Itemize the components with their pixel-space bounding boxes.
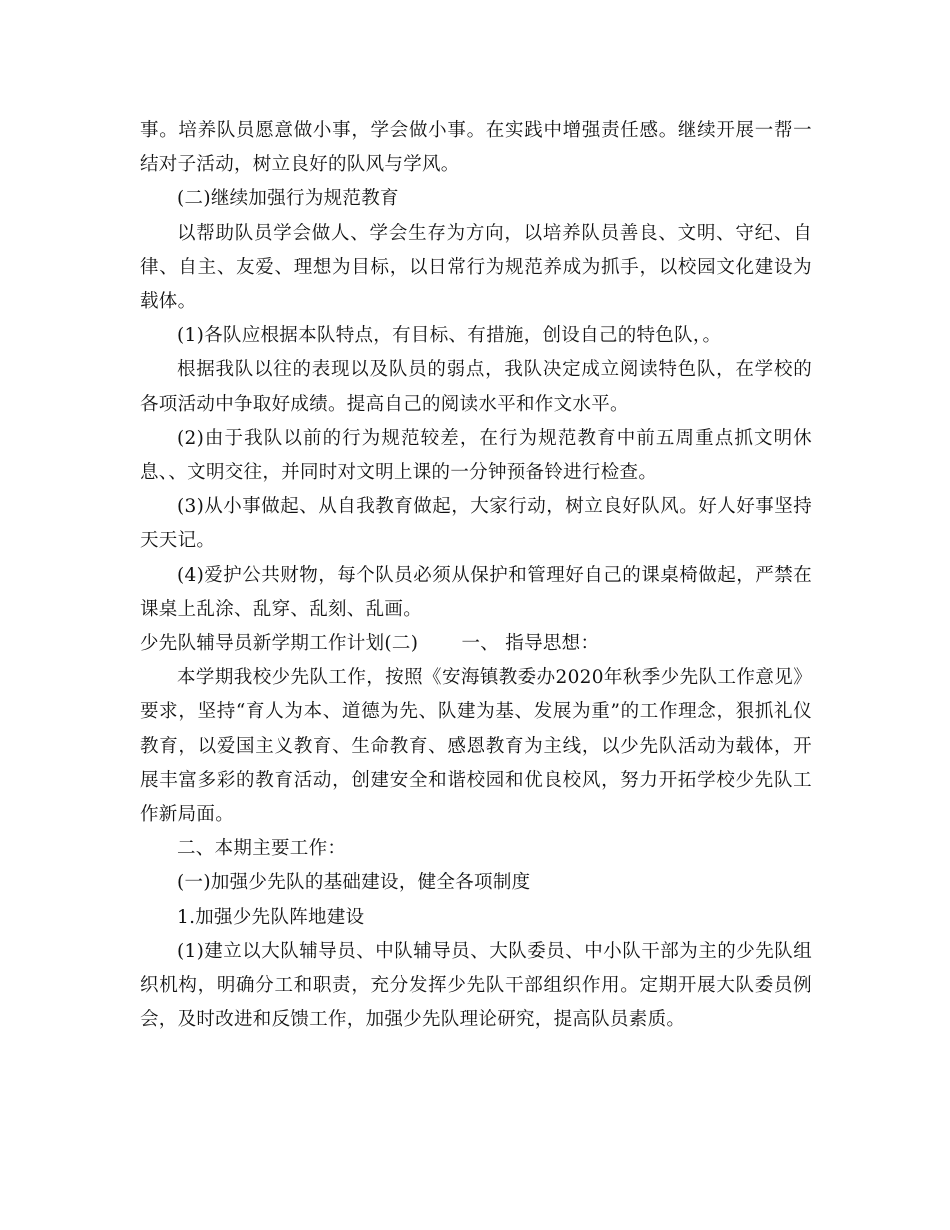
list-item: (1)建立以大队辅导员、中队辅导员、大队委员、中小队干部为主的少先队组织机构，明确分工和职责，充分发挥少先队干部组织作用。定期开展大队委员例会，及时改进和反馈工作，加强少先队理论研究，提高队员素质。 [140, 940, 812, 1031]
section-heading: 二、本期主要工作： [177, 838, 347, 860]
list-item: (3)从小事做起、从自我教育做起，大家行动，树立良好队风。好人好事坚持天天记。 [140, 496, 812, 552]
list-item: (1)各队应根据本队特点，有目标、有措施，创设自己的特色队，。 [177, 325, 722, 347]
document-title: 少先队辅导员新学期工作计划(二) 一、 指导思想： [140, 633, 600, 655]
section-heading: (二)继续加强行为规范教育 [177, 188, 399, 210]
subsection-heading: 1.加强少先队阵地建设 [177, 906, 365, 928]
paragraph: 事。培养队员愿意做小事，学会做小事。在实践中增强责任感。继续开展一帮一结对子活动，树立良好的队风与学风。 [140, 120, 812, 176]
document-body [140, 114, 812, 1037]
section-heading: (一)加强少先队的基础建设，健全各项制度 [177, 872, 531, 894]
list-item: (2)由于我队以前的行为规范较差，在行为规范教育中前五周重点抓文明休息、、文明交往，并同时对文明上课的一分钟预备铃进行检查。 [140, 427, 812, 484]
list-item: (4)爱护公共财物，每个队员必须从保护和管理好自己的课桌椅做起，严禁在课桌上乱涂、乱穿、乱刻、乱画。 [140, 564, 812, 620]
paragraph: 以帮助队员学会做人、学会生存为方向，以培养队员善良、文明、守纪、自律、自主、友爱、理想为目标，以日常行为规范养成为抓手，以校园文化建设为载体。 [140, 222, 812, 313]
paragraph: 根据我队以往的表现以及队员的弱点，我队决定成立阅读特色队，在学校的各项活动中争取好成绩。提高自己的阅读水平和作文水平。 [140, 359, 812, 415]
paragraph: 本学期我校少先队工作，按照《安海镇教委办2020年秋季少先队工作意见》要求，坚持“育人为本、道德为先、队建为基、发展为重”的工作理念，狠抓礼仪教育，以爱国主义教育、生命教育、感恩教育为主线，以少先队活动为载体，开展丰富多彩的教育活动，创建安全和谐校园和优良校风，努力开拓学校少先队工作新局面。 [140, 667, 812, 826]
